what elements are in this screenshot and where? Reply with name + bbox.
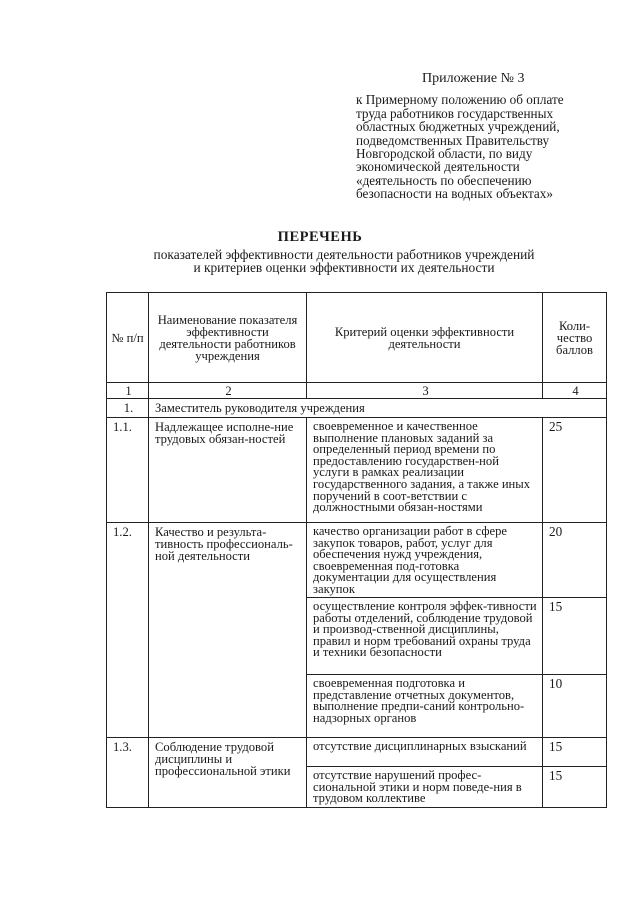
header-name: Наименование показателя эффективности деятельности работников учреждения xyxy=(149,293,307,383)
row-number: 1.2. xyxy=(107,523,149,738)
criterion-text: своевременная подготовка и представление отчетных документов, выполнение предпи-саний контрольно-надзорных органов xyxy=(307,675,543,738)
section-number: 1. xyxy=(107,399,149,418)
points-value: 15 xyxy=(543,598,607,675)
indicator-name: Качество и результа-тивность профессиональ-ной деятельности xyxy=(149,523,307,738)
appendix-line: к Примерному положению об оплате xyxy=(356,92,564,108)
table-row xyxy=(107,418,607,523)
header-points: Коли-чество баллов xyxy=(543,293,607,383)
criterion-text: качество организации работ в сфере закупок товаров, работ, услуг для обеспечения нужд учреждения, своевременная под-готовка документации для осуществления закупок xyxy=(307,523,543,598)
appendix-block xyxy=(356,72,618,201)
appendix-line: безопасности на водных объектах» xyxy=(356,186,553,202)
indicator-name: Надлежащее исполне-ние трудовых обязан-ностей xyxy=(149,418,307,523)
appendix-line: подведомственных Правительству xyxy=(356,132,550,148)
table-row xyxy=(107,738,607,767)
column-number: 2 xyxy=(149,383,307,399)
indicator-name: Соблюдение трудовой дисциплины и профессиональной этики xyxy=(149,738,307,808)
criterion-text: отсутствие нарушений профес-сиональной этики и норм поведе-ния в трудовом коллективе xyxy=(307,767,543,808)
appendix-line: Новгородской области, по виду xyxy=(356,146,533,162)
criterion-text: отсутствие дисциплинарных взысканий xyxy=(307,738,543,767)
points-value: 10 xyxy=(543,675,607,738)
appendix-line: областных бюджетных учреждений, xyxy=(356,119,560,135)
row-number: 1.1. xyxy=(107,418,149,523)
appendix-line: «деятельность по обеспечению xyxy=(356,172,532,188)
column-number-row xyxy=(107,383,607,399)
indicators-table xyxy=(106,292,607,808)
row-number: 1.3. xyxy=(107,738,149,808)
points-value: 25 xyxy=(543,418,607,523)
column-number: 3 xyxy=(307,383,543,399)
table-row xyxy=(107,523,607,598)
subtitle-line-1: показателей эффективности деятельности работников учреждений xyxy=(153,247,535,262)
section-title: Заместитель руководителя учреждения xyxy=(149,399,607,418)
appendix-number: Приложение № 3 xyxy=(422,71,525,86)
points-value: 15 xyxy=(543,767,607,808)
points-value: 20 xyxy=(543,523,607,598)
appendix-line: экономической деятельности xyxy=(356,159,520,175)
criterion-text: осуществление контроля эффек-тивности работы отделений, соблюдение трудовой и производ-ственной дисциплины, правил и норм требований охраны труда и техники безопасности xyxy=(307,598,543,675)
section-row xyxy=(107,399,607,418)
points-value: 15 xyxy=(543,738,607,767)
column-number: 1 xyxy=(107,383,149,399)
header-criterion: Критерий оценки эффективности деятельности xyxy=(307,293,543,383)
criterion-text: своевременное и качественное выполнение плановых заданий за определенный период времени по предоставлению государствен-ной услуги в рамках реализации государственного задания, а также иных поручений в соот-ветствии с должностными обязан-ностями xyxy=(307,418,543,523)
column-number: 4 xyxy=(543,383,607,399)
header-num: № п/п xyxy=(107,293,149,383)
document-title: ПЕРЕЧЕНЬ xyxy=(277,229,363,245)
subtitle-line-2: и критериев оценки эффективности их деятельности xyxy=(193,260,495,275)
table-header-row xyxy=(107,293,607,383)
document-subtitle xyxy=(0,248,640,274)
appendix-line: труда работников государственных xyxy=(356,105,554,121)
